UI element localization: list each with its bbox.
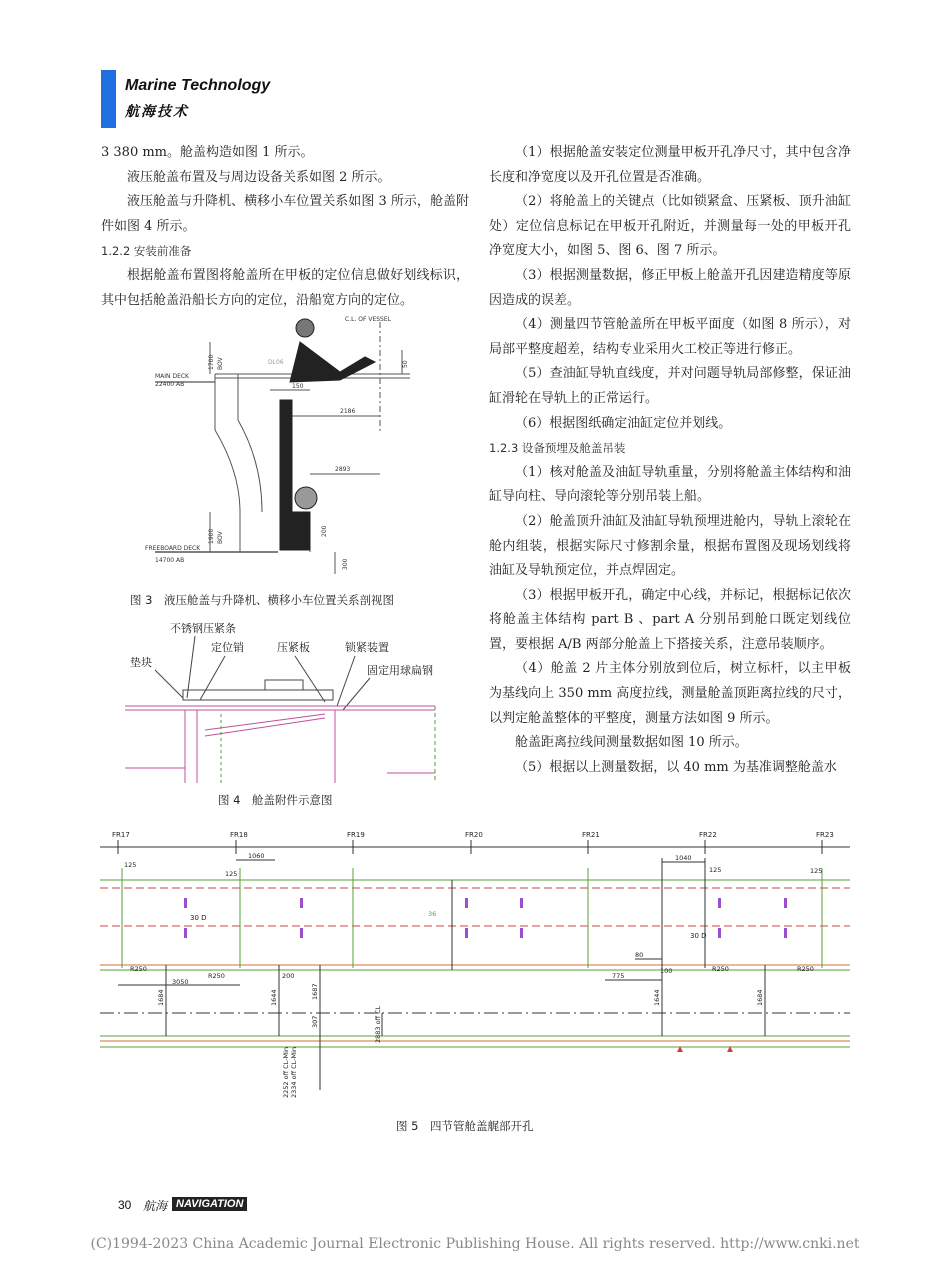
fig5-dim: 1644 bbox=[653, 989, 661, 1006]
figure-5-caption: 图 5 四节管舱盖艉部开孔 bbox=[396, 1119, 534, 1133]
paragraph: 根据舱盖布置图将舱盖所在甲板的定位信息做好划线标识，其中包括舱盖沿船长方向的定位，沿船宽方向的定位。 bbox=[101, 267, 469, 308]
paragraph: （3）根据测量数据，修正甲板上舱盖开孔因建造精度等原因造成的误差。 bbox=[489, 267, 851, 308]
fig3-dim-200: 200 bbox=[321, 525, 328, 537]
fig5-dim: 1684 bbox=[157, 989, 165, 1006]
fig3-cl-label: C.L. OF VESSEL bbox=[345, 316, 391, 323]
fig3-main-deck: MAIN DECK bbox=[155, 373, 189, 380]
fig5-dim: 2334 off CL-Min bbox=[290, 1046, 298, 1098]
paragraph: 液压舱盖布置及与周边设备关系如图 2 所示。 bbox=[127, 169, 391, 185]
paragraph: （4）测量四节管舱盖所在甲板平面度（如图 8 所示），对局部平整度超差，结构专业采用火工校正等进行修正。 bbox=[489, 317, 851, 357]
fig3-dim-1700: 1700 bbox=[208, 354, 215, 370]
fig5-dim: 80 bbox=[635, 951, 644, 959]
fr20: FR20 bbox=[465, 831, 483, 839]
fig5-text: 36 bbox=[428, 910, 437, 918]
fig5-dim: 2252 off CL-Min bbox=[282, 1046, 290, 1098]
fig3-dim-150: 150 bbox=[292, 383, 304, 390]
fig5-dim: 775 bbox=[612, 972, 625, 980]
fig4-label-pad: 垫块 bbox=[130, 656, 152, 669]
footer-journal-en: NAVIGATION bbox=[172, 1197, 247, 1211]
fr18: FR18 bbox=[230, 831, 248, 839]
fig4-label-clamp: 压紧板 bbox=[277, 641, 310, 654]
fig4-label-pin: 定位销 bbox=[211, 641, 244, 654]
paragraph: （1）根据舱盖安装定位测量甲板开孔净尺寸，其中包含净长度和净宽度以及开孔位置是否准确。 bbox=[489, 145, 851, 185]
paragraph: 3 380 mm。舱盖构造如图 1 所示。 bbox=[101, 145, 314, 160]
header-accent-bar bbox=[101, 70, 116, 128]
fig5-dim: 125 bbox=[810, 867, 823, 875]
figure-5-drawing bbox=[100, 828, 850, 1100]
right-column-text bbox=[489, 141, 851, 780]
fr21: FR21 bbox=[582, 831, 600, 839]
paragraph: （1）核对舱盖及油缸导轨重量，分别将舱盖主体结构和油缸导向柱、导向滚轮等分别吊装上船。 bbox=[489, 464, 851, 505]
figure-4-caption: 图 4 舱盖附件示意图 bbox=[218, 793, 333, 807]
fig5-dim: R250 bbox=[712, 965, 729, 973]
fig5-text: 30 D bbox=[690, 932, 707, 940]
fig3-bov: BOV bbox=[217, 357, 224, 370]
fig5-dim: 3050 bbox=[172, 978, 189, 986]
fig3-freeboard-ab: 14700 AB bbox=[155, 557, 185, 564]
fig5-dim: 1687 bbox=[311, 983, 319, 1000]
fig5-dim: 200 bbox=[282, 972, 295, 980]
fig5-dim: 1684 bbox=[756, 989, 764, 1006]
fig4-label-lock: 锁紧装置 bbox=[345, 641, 389, 654]
fig5-dim: 125 bbox=[124, 861, 137, 869]
fig5-dim: 2883 off CL bbox=[374, 1005, 382, 1043]
figure-3-drawing bbox=[140, 312, 440, 577]
section-heading: 1.2.3 设备预埋及舱盖吊装 bbox=[489, 441, 626, 456]
fig5-text: 30 D bbox=[190, 914, 207, 922]
fig5-dim: R250 bbox=[130, 965, 147, 973]
left-column-text bbox=[101, 141, 469, 313]
fig3-dim-1900: 1900 bbox=[208, 528, 215, 544]
fig5-dim: 100 bbox=[660, 967, 673, 975]
journal-title-cn: 航海技术 bbox=[125, 104, 189, 120]
fig3-dim-2893: 2893 bbox=[335, 466, 351, 473]
fig3-dim-50: 50 bbox=[402, 360, 409, 368]
fr19: FR19 bbox=[347, 831, 365, 839]
fig5-dim: 125 bbox=[709, 866, 722, 874]
footer-journal-cn: 航海 bbox=[143, 1199, 168, 1213]
fig5-dim: 125 bbox=[225, 870, 238, 878]
section-heading: 1.2.2 安装前准备 bbox=[101, 244, 192, 259]
fig3-dl06: DL06 bbox=[268, 359, 284, 366]
paragraph: （6）根据图纸确定油缸定位并划线。 bbox=[515, 415, 732, 431]
paragraph: 舱盖距离拉线间测量数据如图 10 所示。 bbox=[515, 735, 748, 751]
fr17: FR17 bbox=[112, 831, 130, 839]
fig4-label-stainless: 不锈钢压紧条 bbox=[170, 622, 236, 635]
fig4-label-flatbar: 固定用球扁钢 bbox=[367, 664, 433, 677]
fig3-main-deck-ab: 22400 AB bbox=[155, 381, 185, 388]
paragraph: （2）将舱盖上的关键点（比如锁紧盒、压紧板、顶升油缸处）定位信息标记在甲板开孔附近，并测量每一处的甲板开孔净宽度大小，如图 5、图 6、图 7 所示。 bbox=[489, 194, 851, 259]
fig3-freeboard: FREEBOARD DECK bbox=[145, 545, 201, 552]
fig5-dim: R250 bbox=[797, 965, 814, 973]
page-number: 30 bbox=[118, 1198, 132, 1212]
fr22: FR22 bbox=[699, 831, 717, 839]
fig3-dim-300: 300 bbox=[342, 558, 349, 570]
paragraph: 液压舱盖与升降机、横移小车位置关系如图 3 所示，舱盖附件如图 4 所示。 bbox=[101, 194, 469, 234]
fig5-dim: 1644 bbox=[270, 989, 278, 1006]
fig3-bov: BOV bbox=[217, 531, 224, 544]
journal-title-en: Marine Technology bbox=[125, 77, 271, 94]
paragraph: （3）根据甲板开孔，确定中心线，并标记，根据标记依次将舱盖主体结构 part B 、part A 分别吊到舱口既定划线位置，要根据 A/B 两部分舱盖上下搭接关系，注意吊装顺序。 bbox=[489, 587, 851, 652]
paragraph: （5）查油缸导轨直线度，并对问题导轨局部修整，保证油缸滑轮在导轨上的正常运行。 bbox=[489, 366, 851, 406]
figure-4-drawing bbox=[125, 618, 445, 783]
fig5-dim: R250 bbox=[208, 972, 225, 980]
figure-3-caption: 图 3 液压舱盖与升降机、横移小车位置关系剖视图 bbox=[130, 593, 394, 607]
copyright-notice: (C)1994-2023 China Academic Journal Electronic Publishing House. All rights reserved. http://www.cnki.net bbox=[90, 1236, 860, 1252]
fr23: FR23 bbox=[816, 831, 834, 839]
fig5-dim: 1060 bbox=[248, 852, 265, 860]
paragraph: （5）根据以上测量数据，以 40 mm 为基准调整舱盖水 bbox=[515, 759, 837, 775]
paragraph: （2）舱盖顶升油缸及油缸导轨预埋进舱内，导轨上滚轮在舱内组装，根据实际尺寸修割余量，根据布置图及现场划线将油缸及导轨预定位，并点焊固定。 bbox=[489, 513, 851, 579]
fig5-dim: 1040 bbox=[675, 854, 692, 862]
fig3-dim-2186: 2186 bbox=[340, 408, 356, 415]
fig5-dim: 307 bbox=[311, 1015, 319, 1028]
paragraph: （4）舱盖 2 片主体分别放到位后，树立标杆，以主甲板为基线向上 350 mm 高度拉线，测量舱盖顶距离拉线的尺寸，以判定舱盖整体的平整度，测量方法如图 9 所示。 bbox=[489, 661, 851, 726]
